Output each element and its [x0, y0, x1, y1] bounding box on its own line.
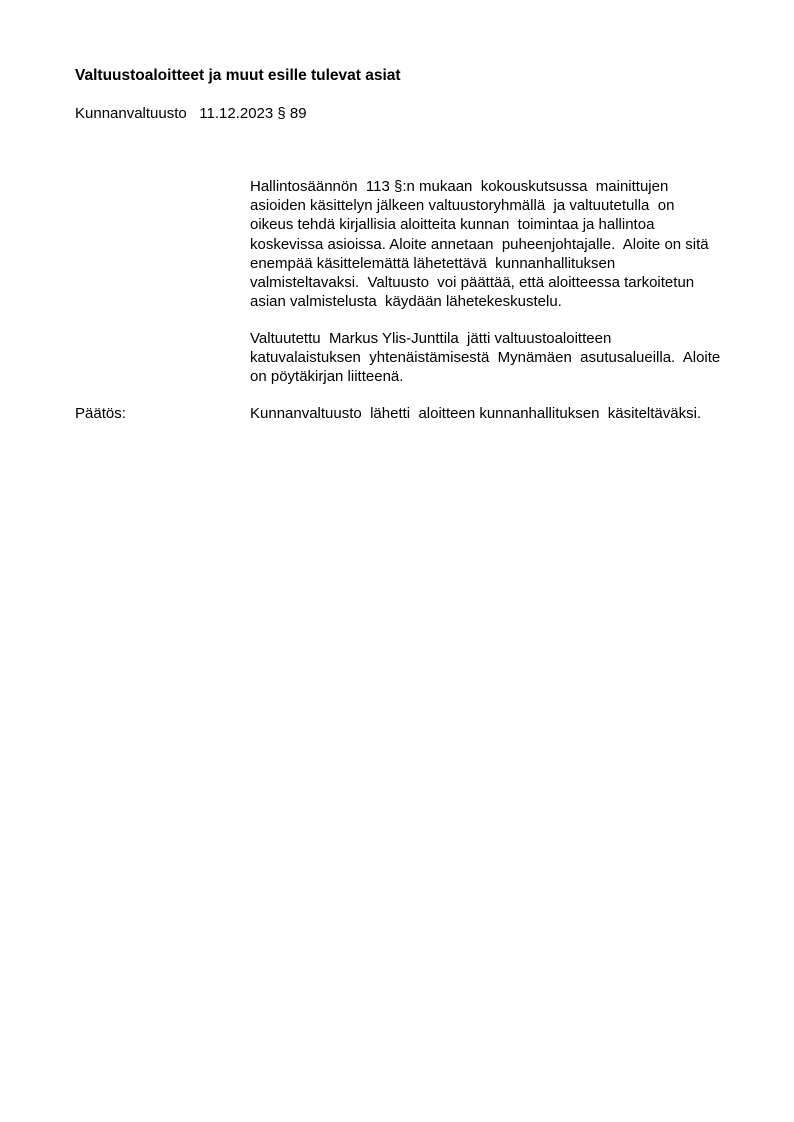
text-line: enempää käsittelemättä lähetettävä kunnanhallituksen: [250, 254, 616, 272]
text-line: asioiden käsittelyn jälkeen valtuustoryhmällä ja valtuutetulla on: [250, 197, 675, 215]
decision-text: Kunnanvaltuusto lähetti aloitteen kunnanhallituksen käsiteltäväksi.: [250, 405, 702, 422]
body-paragraph-initiative: [250, 329, 720, 387]
meeting-header-line: Kunnanvaltuusto 11.12.2023 § 89: [75, 105, 307, 122]
decision-label: Päätös:: [75, 405, 126, 422]
document-title: Valtuustoaloitteet ja muut esille tulevat asiat: [75, 67, 401, 84]
text-line: Hallintosäännön 113 §:n mukaan kokouskutsussa mainittujen: [250, 178, 669, 195]
text-line: koskevissa asioissa. Aloite annetaan puheenjohtajalle. Aloite on sitä: [250, 235, 709, 253]
text-line: valmisteltavaksi. Valtuusto voi päättää, että aloitteessa tarkoitetun: [250, 274, 695, 292]
text-line: oikeus tehdä kirjallisia aloitteita kunnan toimintaa ja hallintoa: [250, 216, 655, 234]
text-line: katuvalaistuksen yhtenäistämisestä Mynämäen asutusalueilla. Aloite: [250, 349, 721, 367]
body-paragraph-rules: [250, 177, 709, 311]
text-line: asian valmistelusta käydään lähetekeskustelu.: [250, 293, 562, 311]
text-line: on pöytäkirjan liitteenä.: [250, 368, 404, 386]
text-line: Valtuutettu Markus Ylis-Junttila jätti valtuustoaloitteen: [250, 330, 612, 347]
